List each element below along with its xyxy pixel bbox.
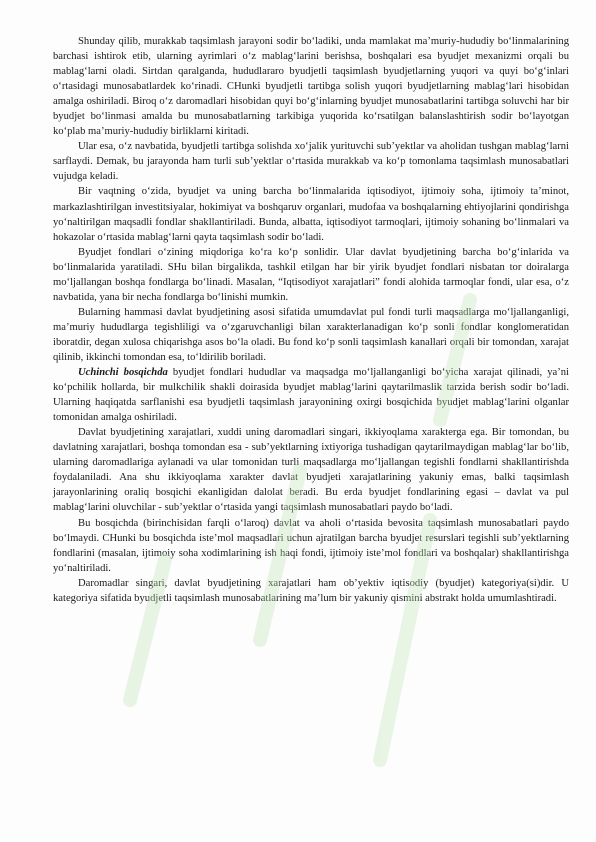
paragraph-6 bbox=[53, 365, 569, 425]
document-page bbox=[53, 34, 569, 824]
paragraph-1: Shunday qilib, murakkab taqsimlash jarayoni sodir bo‘ladiki, unda mamlakat ma’muriy-hududiy bo‘linmalarining barchasi ishtirok etib, ularning ayrimlari o‘z mablag‘larini berishsa, boshqalari esa byudjet mexanizmi orqali bu mablag‘larni oladi. Sirtdan qaralganda, hududlararo byudjetli taqsimlash byudjetlarning yuqori va quyi bo‘g‘inlari o‘rtasidagi munosabatlardek ko‘rinadi. CHunki byudjetli tartibga solish yuqori byudjetlarning mablag‘lari hisobidan amalga oshiriladi. Biroq o‘z daromadlari hisobidan quyi bo‘g‘inlarning byudjet munosabatlarini tartibga soluvchi har bir byudjet bo‘linmasi amalda bu munosabatlarning tarkibiga yuqorida ko‘rsatilgan balanslashtirish sodir bo‘layotgan ko‘plab ma’muriy-hududiy birliklarni kiritadi. bbox=[53, 36, 569, 138]
paragraph-8: Bu bosqichda (birinchisidan farqli o‘laroq) davlat va aholi o‘rtasida bevosita taqsimlash munosabatlari paydo bo‘lmaydi. CHunki bu bosqichda iste’mol maqsadlari uchun ajratilgan barcha byudjet resurslari tegishli sub’yektlarning fondlarini (masalan, ijtimoiy soha xodimlarining ish haqi fondi, ijtimoiy iste’mol fondlari va boshqalar) shakllantirishga yo‘naltiriladi. bbox=[53, 517, 569, 574]
stage-heading: Uchinchi bosqichda bbox=[78, 367, 168, 379]
paragraph-7: Davlat byudjetining xarajatlari, xuddi uning daromadlari singari, ikkiyoqlama xarakterga ega. Bir tomondan, bu davlatning xarajatlari, boshqa tomondan esa - sub’yektlarning ixtiyoriga tushadigan qaytarilmaydigan mablag‘lar bo‘lib, ularning daromadlariga aylanadi va ular tomonidan turli maqsadlarga mo‘ljallangan tegishli fondlarni shakllantirishda foydalaniladi. Ana shu ikkiyoqlama xarakter davlat byudjeti xarajatlarining yakuniy emas, balki taqsimlash jarayonlarining oraliq bosqichi ekanligidan dalolat beradi. Bu erda byudjet fondlarining egasi – davlat va pul mablag‘larini oluvchilar - sub’yektlar o‘rtasida yangi taqsimlash munosabatlari paydo bo‘ladi. bbox=[53, 427, 569, 514]
paragraph-2: Ular esa, o‘z navbatida, byudjetli tartibga solishda xo‘jalik yurituvchi sub’yektlar va aholidan tushgan mablag‘larni sarflaydi. Demak, bu jarayonda ham turli sub’yektlar o‘rtasida murakkab va ko‘p tomonlama taqsimlash munosabatlari vujudga keladi. bbox=[53, 141, 569, 183]
paragraph-5: Bularning hammasi davlat byudjetining asosi sifatida umumdavlat pul fondi turli maqsadlarga mo‘ljallanganligi, ma’muriy hududlarga tegishliligi va o‘zgaruvchanligi bilan xarakterlanadigan ko‘p sonli fondlar konglomeratidan iboratdir, degan xulosa chiqarishga asos bo‘la oladi. Bu fond ko‘p sonli taqsimlash kanallari orqali bir tomondan, xarajat qilinib, ikkinchi tomondan esa, to‘ldirilib boriladi. bbox=[53, 306, 569, 363]
paragraph-9: Daromadlar singari, davlat byudjetining xarajatlari ham ob’yektiv iqtisodiy (byudjet) kategoriya(si)dir. U kategoriya sifatida byudjetli taqsimlash munosabatlarining ma’lum bir yakuniy qismini abstrakt holda umumlashtiradi. bbox=[53, 577, 569, 604]
paragraph-6-body: byudjet fondlari hududlar va maqsadga mo‘ljallanganligi bo‘yicha xarajat qilinadi, ya’ni ko‘pchilik hollarda, bir mulkchilik shakli doirasida byudjet mablag‘larini qaytarilmaslik tarzida berish sodir bo‘ladi. Ularning haqiqatda sarflanishi esa byudjetli taqsimlash jarayonining oxirgi bosqichida byudjet mablag‘larini olganlar tomonidan amalga oshiriladi. bbox=[53, 367, 569, 424]
paragraph-3: Bir vaqtning o‘zida, byudjet va uning barcha bo‘linmalarida iqtisodiyot, ijtimoiy soha, ijtimoiy ta’minot, markazlashtirilgan investitsiyalar, hokimiyat va boshqaruv organlari, mudofaa va boshqalarning ehtiyojlarini qondirishga yo‘naltirilgan maqsadli fondlar shakllantiriladi. Bunda, albatta, iqtisodiyot tarmoqlari, ijtimoiy sohaning bo‘linmalari va hokazolar o‘rtasida mablag‘larni qayta taqsimlash sodir bo‘ladi. bbox=[53, 186, 569, 243]
paragraph-4: Byudjet fondlari o‘zining miqdoriga ko‘ra ko‘p sonlidir. Ular davlat byudjetining barcha bo‘g‘inlarida va bo‘linmalarida yaratiladi. SHu bilan birgalikda, tashkil etilgan har bir yirik byudjet fondlari nisbatan tor doiralarga mo‘ljallangan boshqa fondlarga bo‘linadi. Masalan, “Iqtisodiyot xarajatlari” fondi alohida tarmoqlar fondi, ular esa, o‘z navbatida, yana bir necha fondlarga bo‘linishi mumkin. bbox=[53, 246, 569, 303]
